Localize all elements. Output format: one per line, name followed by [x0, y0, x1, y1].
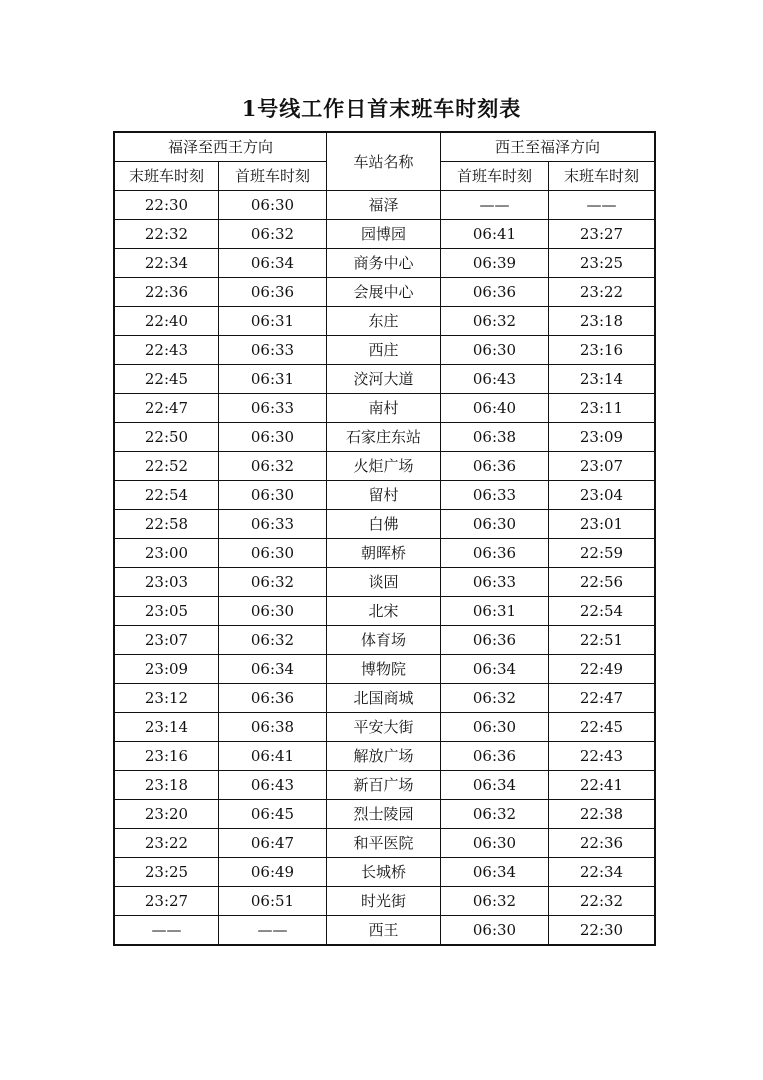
east-last-train-cell: 22:59	[549, 539, 656, 568]
table-row	[114, 800, 655, 829]
east-first-train-cell: 06:32	[441, 307, 549, 336]
station-name-cell: 福泽	[327, 191, 441, 220]
east-last-train-cell: 23:04	[549, 481, 656, 510]
timetable-body	[114, 191, 655, 946]
west-last-train-cell: 23:27	[114, 887, 219, 916]
east-first-train-cell: 06:34	[441, 858, 549, 887]
station-name-cell: 西王	[327, 916, 441, 946]
east-last-train-cell: 22:45	[549, 713, 656, 742]
west-last-train-cell: 22:32	[114, 220, 219, 249]
east-last-train-cell: 22:30	[549, 916, 656, 946]
header-direction-east: 西王至福泽方向	[441, 132, 656, 162]
station-name-cell: 朝晖桥	[327, 539, 441, 568]
east-first-train-cell: 06:33	[441, 481, 549, 510]
west-last-train-cell: 22:45	[114, 365, 219, 394]
west-last-train-cell: 22:58	[114, 510, 219, 539]
header-west-first-train: 首班车时刻	[219, 162, 327, 191]
table-row	[114, 684, 655, 713]
east-first-train-cell: 06:38	[441, 423, 549, 452]
table-row	[114, 771, 655, 800]
east-last-train-cell: 22:43	[549, 742, 656, 771]
west-last-train-cell: 23:09	[114, 655, 219, 684]
west-first-train-cell: 06:30	[219, 539, 327, 568]
table-row	[114, 539, 655, 568]
station-name-cell: 洨河大道	[327, 365, 441, 394]
east-last-train-cell: 23:07	[549, 452, 656, 481]
west-first-train-cell: 06:36	[219, 278, 327, 307]
west-first-train-cell: 06:51	[219, 887, 327, 916]
west-first-train-cell: 06:47	[219, 829, 327, 858]
west-first-train-cell: 06:31	[219, 365, 327, 394]
west-last-train-cell: 23:14	[114, 713, 219, 742]
table-row	[114, 336, 655, 365]
east-first-train-cell: 06:30	[441, 336, 549, 365]
west-last-train-cell: 23:25	[114, 858, 219, 887]
west-last-train-cell: 23:18	[114, 771, 219, 800]
east-last-train-cell: 22:54	[549, 597, 656, 626]
table-row	[114, 713, 655, 742]
east-last-train-cell: 22:36	[549, 829, 656, 858]
east-last-train-cell: 22:38	[549, 800, 656, 829]
east-first-train-cell: 06:34	[441, 771, 549, 800]
station-name-cell: 园博园	[327, 220, 441, 249]
station-name-cell: 烈士陵园	[327, 800, 441, 829]
west-last-train-cell: 22:36	[114, 278, 219, 307]
east-last-train-cell: 22:41	[549, 771, 656, 800]
west-last-train-cell: 22:34	[114, 249, 219, 278]
west-last-train-cell: 23:22	[114, 829, 219, 858]
station-name-cell: 北国商城	[327, 684, 441, 713]
station-name-cell: 谈固	[327, 568, 441, 597]
east-first-train-cell: 06:40	[441, 394, 549, 423]
east-last-train-cell: 22:49	[549, 655, 656, 684]
station-name-cell: 留村	[327, 481, 441, 510]
west-last-train-cell: 23:07	[114, 626, 219, 655]
station-name-cell: 博物院	[327, 655, 441, 684]
east-first-train-cell: 06:32	[441, 684, 549, 713]
west-last-train-cell: 23:03	[114, 568, 219, 597]
west-first-train-cell: 06:31	[219, 307, 327, 336]
east-first-train-cell: 06:33	[441, 568, 549, 597]
east-last-train-cell: 23:22	[549, 278, 656, 307]
station-name-cell: 石家庄东站	[327, 423, 441, 452]
east-first-train-cell: 06:30	[441, 916, 549, 946]
east-first-train-cell: 06:36	[441, 452, 549, 481]
west-first-train-cell: 06:34	[219, 249, 327, 278]
east-first-train-cell: 06:31	[441, 597, 549, 626]
station-name-cell: 商务中心	[327, 249, 441, 278]
west-first-train-cell: 06:45	[219, 800, 327, 829]
west-first-train-cell: 06:32	[219, 568, 327, 597]
west-first-train-cell: 06:30	[219, 191, 327, 220]
west-last-train-cell: 23:16	[114, 742, 219, 771]
west-first-train-cell: 06:33	[219, 394, 327, 423]
table-row	[114, 858, 655, 887]
east-last-train-cell: 22:51	[549, 626, 656, 655]
west-first-train-cell: 06:30	[219, 423, 327, 452]
header-station-name: 车站名称	[327, 132, 441, 191]
west-last-train-cell: ——	[114, 916, 219, 946]
station-name-cell: 平安大街	[327, 713, 441, 742]
table-row	[114, 278, 655, 307]
west-last-train-cell: 22:40	[114, 307, 219, 336]
east-last-train-cell: 22:32	[549, 887, 656, 916]
west-last-train-cell: 22:54	[114, 481, 219, 510]
east-last-train-cell: 22:34	[549, 858, 656, 887]
east-first-train-cell: 06:36	[441, 742, 549, 771]
west-first-train-cell: 06:32	[219, 220, 327, 249]
station-name-cell: 火炬广场	[327, 452, 441, 481]
east-first-train-cell: 06:34	[441, 655, 549, 684]
west-last-train-cell: 23:05	[114, 597, 219, 626]
table-row	[114, 510, 655, 539]
west-first-train-cell: 06:30	[219, 597, 327, 626]
page-title: 1号线工作日首末班车时刻表	[241, 96, 522, 121]
table-row	[114, 597, 655, 626]
east-first-train-cell: 06:39	[441, 249, 549, 278]
west-last-train-cell: 22:30	[114, 191, 219, 220]
table-row	[114, 220, 655, 249]
west-first-train-cell: 06:41	[219, 742, 327, 771]
table-row	[114, 481, 655, 510]
station-name-cell: 西庄	[327, 336, 441, 365]
table-row	[114, 887, 655, 916]
table-row	[114, 423, 655, 452]
west-first-train-cell: 06:32	[219, 452, 327, 481]
west-first-train-cell: 06:34	[219, 655, 327, 684]
west-last-train-cell: 22:47	[114, 394, 219, 423]
header-west-last-train: 末班车时刻	[114, 162, 219, 191]
east-last-train-cell: 23:14	[549, 365, 656, 394]
station-name-cell: 新百广场	[327, 771, 441, 800]
west-first-train-cell: 06:49	[219, 858, 327, 887]
header-east-first-train: 首班车时刻	[441, 162, 549, 191]
east-last-train-cell: 22:56	[549, 568, 656, 597]
table-row	[114, 307, 655, 336]
east-last-train-cell: 23:25	[549, 249, 656, 278]
table-row	[114, 829, 655, 858]
timetable	[113, 131, 656, 946]
west-first-train-cell: 06:33	[219, 336, 327, 365]
east-last-train-cell: 23:09	[549, 423, 656, 452]
east-first-train-cell: 06:30	[441, 510, 549, 539]
header-east-last-train: 末班车时刻	[549, 162, 656, 191]
station-name-cell: 解放广场	[327, 742, 441, 771]
east-first-train-cell: 06:36	[441, 278, 549, 307]
west-first-train-cell: 06:36	[219, 684, 327, 713]
east-first-train-cell: 06:32	[441, 887, 549, 916]
west-last-train-cell: 22:43	[114, 336, 219, 365]
east-first-train-cell: 06:30	[441, 713, 549, 742]
east-last-train-cell: 23:16	[549, 336, 656, 365]
table-row	[114, 365, 655, 394]
west-last-train-cell: 23:20	[114, 800, 219, 829]
east-first-train-cell: 06:41	[441, 220, 549, 249]
table-row	[114, 249, 655, 278]
east-last-train-cell: 22:47	[549, 684, 656, 713]
east-last-train-cell: ——	[549, 191, 656, 220]
station-name-cell: 长城桥	[327, 858, 441, 887]
east-first-train-cell: 06:43	[441, 365, 549, 394]
east-first-train-cell: 06:36	[441, 626, 549, 655]
station-name-cell: 体育场	[327, 626, 441, 655]
table-row	[114, 191, 655, 220]
west-first-train-cell: 06:30	[219, 481, 327, 510]
west-last-train-cell: 23:12	[114, 684, 219, 713]
table-row	[114, 655, 655, 684]
station-name-cell: 北宋	[327, 597, 441, 626]
west-first-train-cell: ——	[219, 916, 327, 946]
table-row	[114, 568, 655, 597]
station-name-cell: 和平医院	[327, 829, 441, 858]
table-row	[114, 742, 655, 771]
west-last-train-cell: 22:52	[114, 452, 219, 481]
header-direction-west: 福泽至西王方向	[114, 132, 327, 162]
east-last-train-cell: 23:11	[549, 394, 656, 423]
east-first-train-cell: 06:36	[441, 539, 549, 568]
west-first-train-cell: 06:32	[219, 626, 327, 655]
west-first-train-cell: 06:38	[219, 713, 327, 742]
west-last-train-cell: 22:50	[114, 423, 219, 452]
table-row	[114, 916, 655, 946]
table-row	[114, 626, 655, 655]
station-name-cell: 会展中心	[327, 278, 441, 307]
east-last-train-cell: 23:18	[549, 307, 656, 336]
east-first-train-cell: ——	[441, 191, 549, 220]
west-first-train-cell: 06:33	[219, 510, 327, 539]
west-last-train-cell: 23:00	[114, 539, 219, 568]
west-first-train-cell: 06:43	[219, 771, 327, 800]
table-row	[114, 452, 655, 481]
station-name-cell: 南村	[327, 394, 441, 423]
east-last-train-cell: 23:01	[549, 510, 656, 539]
east-first-train-cell: 06:32	[441, 800, 549, 829]
table-row	[114, 394, 655, 423]
east-first-train-cell: 06:30	[441, 829, 549, 858]
station-name-cell: 时光街	[327, 887, 441, 916]
east-last-train-cell: 23:27	[549, 220, 656, 249]
station-name-cell: 白佛	[327, 510, 441, 539]
station-name-cell: 东庄	[327, 307, 441, 336]
